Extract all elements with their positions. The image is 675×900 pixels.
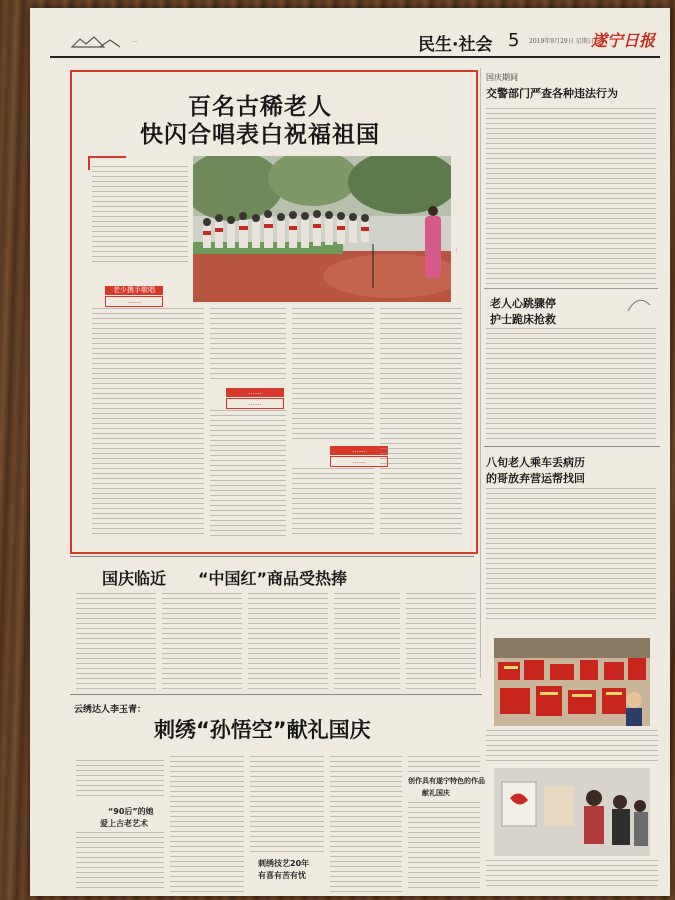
tag-second-sub: …… (226, 398, 284, 409)
lead-body-col2b (210, 410, 286, 538)
nurse-body (486, 328, 656, 440)
embroidery-title: 刺绣“孙悟空”献礼国庆 (154, 718, 371, 742)
photo-caption-text-2 (486, 860, 658, 888)
photo-credit: … (454, 248, 460, 253)
lead-title-line2: 快闪合唱表白祝福祖国 (140, 122, 380, 148)
sub2-line1: 刺绣技艺20年 (258, 859, 310, 868)
traffic-kicker: 国庆期间 (486, 73, 518, 82)
choir-photo (193, 156, 451, 302)
lead-body-col4 (380, 308, 462, 538)
taxi-body (486, 488, 656, 622)
embroidery-kicker: 云绣达人李玉青： (74, 705, 147, 715)
curl-ornament-icon (624, 291, 654, 321)
embroidery-col1a (76, 760, 164, 800)
sub1-line1: “90后”的她 (108, 807, 154, 816)
embroidery-col2 (170, 756, 244, 892)
sub1-line2: 爱上古老艺术 (100, 819, 148, 828)
page-number: 5 (508, 30, 520, 51)
traffic-title: 交警部门严查各种违法行为 (486, 87, 618, 100)
section-title: 民生·社会 (418, 35, 493, 55)
lead-body-col2 (210, 308, 286, 382)
tag-old-young-sub: …… (105, 296, 163, 307)
embroidery-col4 (330, 756, 402, 892)
taxi-title-line2: 的哥放弃营运帮找回 (486, 472, 585, 485)
tag-old-young: 老少携手歌唱 (105, 286, 163, 295)
red-goods-col2 (162, 593, 242, 689)
red-goods-col3 (248, 593, 328, 689)
embroidery-col1b (76, 832, 164, 892)
embroidery-col5 (408, 802, 480, 892)
nurse-title-line1: 老人心跳骤停 (490, 297, 556, 310)
photo-caption-text-1 (486, 730, 658, 764)
lead-intro-text (92, 166, 188, 262)
tag-third: …… (330, 446, 388, 455)
embroidery-col3a (250, 756, 324, 852)
sub3-line2: 献礼国庆 (422, 789, 450, 797)
red-goods-photo (494, 638, 650, 726)
embroidery-photo (494, 768, 650, 856)
lead-title-line1: 百名古稀老人 (188, 94, 332, 120)
newspaper-page (30, 8, 670, 896)
tag-third-sub: …… (330, 456, 388, 467)
lead-body-col3 (292, 308, 374, 440)
traffic-body (486, 108, 656, 284)
lead-body-col1 (92, 308, 204, 538)
sub2-line2: 有喜有苦有忧 (258, 871, 306, 880)
red-goods-col5 (406, 593, 476, 689)
embroidery-col5-top (408, 756, 480, 772)
masthead-logo-strip (70, 34, 240, 48)
sub3-line1: 创作具有遂宁特色的作品 (408, 777, 485, 785)
red-goods-col4 (334, 593, 400, 689)
masthead-rule (50, 56, 660, 58)
issue-date: 2019年9月29日 星期日 (529, 38, 594, 45)
red-goods-title-part1: 国庆临近 (102, 569, 167, 588)
intro-bracket (88, 156, 126, 158)
newspaper-brand: 遂宁日报 (591, 31, 656, 50)
lead-body-col3b (292, 468, 374, 538)
taxi-title-line1: 八旬老人乘车丢病历 (486, 456, 585, 469)
masthead-left-text: … (132, 37, 138, 44)
tag-second: …… (226, 388, 284, 397)
red-goods-title-part2: “中国红”商品受热捧 (198, 569, 348, 588)
red-goods-col1 (76, 593, 156, 689)
nurse-title-line2: 护士跪床抢救 (490, 313, 556, 326)
mountain-logo-icon (70, 35, 130, 49)
